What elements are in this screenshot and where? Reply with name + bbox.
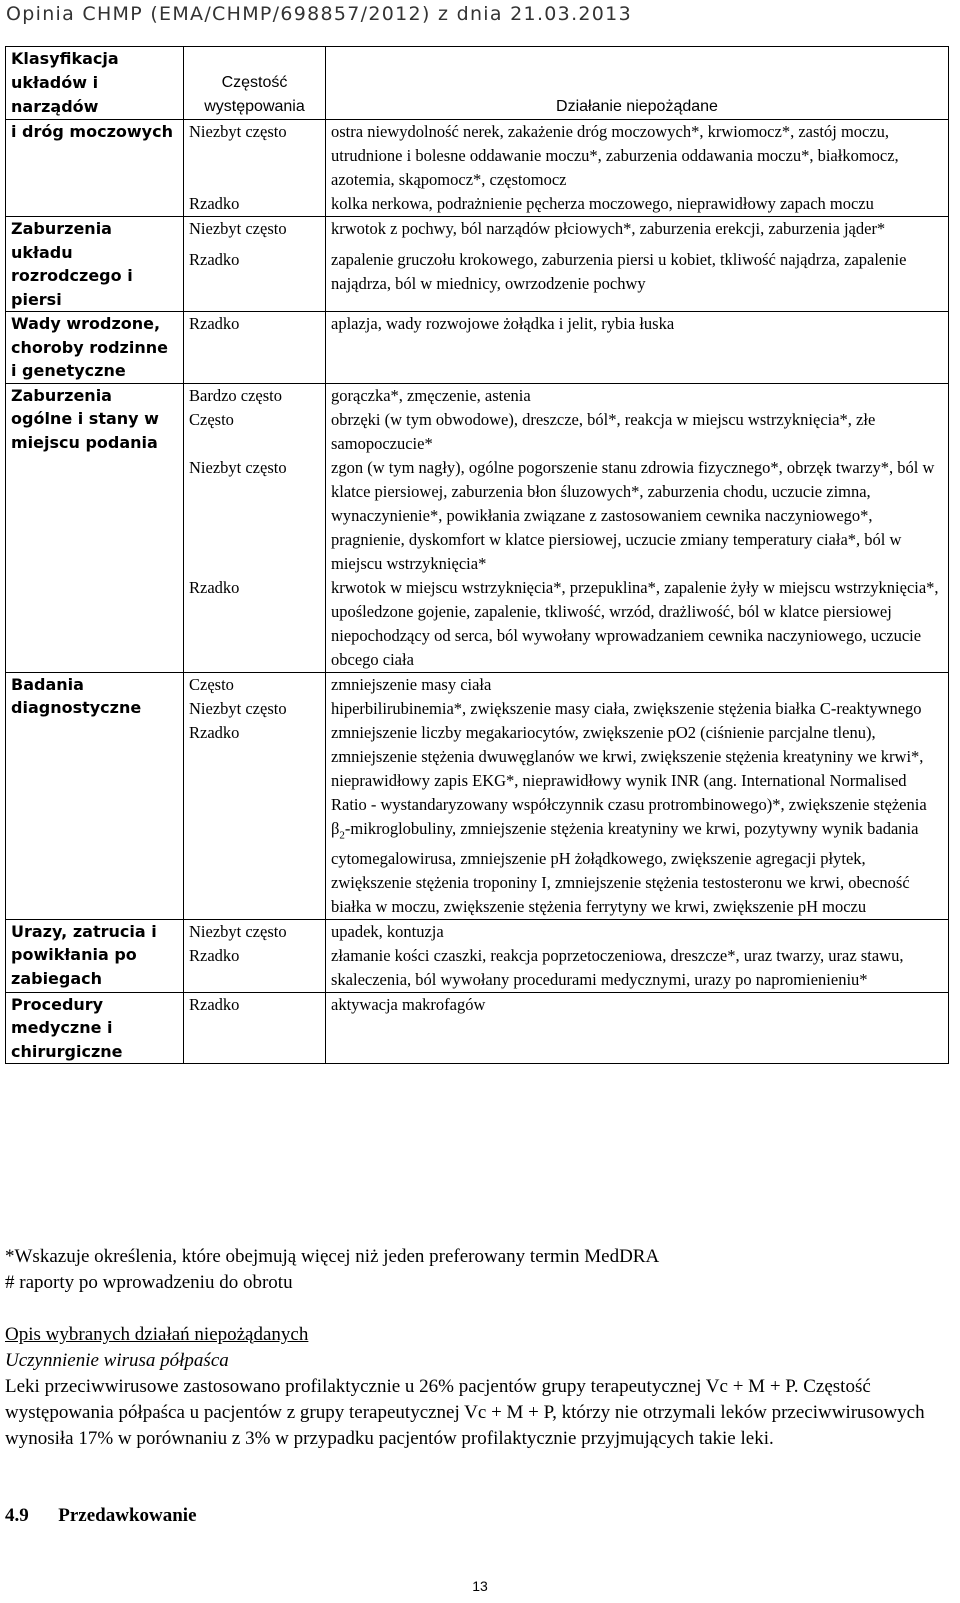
adverse-effects-table <box>5 46 949 1064</box>
section-title: Przedawkowanie <box>58 1505 197 1526</box>
frequency-cell: Bardzo często <box>184 383 326 408</box>
effect-cell: hiperbilirubinemia*, zwiększenie masy ciała, zwiększenie stężenia białka C-reaktywnego <box>326 697 949 721</box>
organ-class-cell: Zaburzenia układu rozrodczego i piersi <box>6 217 184 312</box>
section-paragraph: Leki przeciwwirusowe zastosowano profilaktycznie u 26% pacjentów grupy terapeutycznej Vc + M + P. Częstość występowania półpaśca u pacjentów z grupy terapeutycznej Vc + M + P, którzy nie otrzymali leków przeciwwirusowych wynosiła 17% w porównaniu z 3% w przypadku pacjentów profilaktycznie przyjmujących takie leki. <box>5 1376 925 1449</box>
frequency-cell: Rzadko <box>184 192 326 217</box>
effect-cell: zmniejszenie masy ciała <box>326 672 949 697</box>
footnote-star: *Wskazuje określenia, które obejmują więcej niż jeden preferowany termin MedDRA <box>5 1246 660 1267</box>
effect-cell: obrzęki (w tym obwodowe), dreszcze, ból*, reakcja w miejscu wstrzyknięcia*, złe samopoczucie* <box>326 408 949 456</box>
frequency-cell: Niezbyt często <box>184 120 326 193</box>
section-subheading: Uczynnienie wirusa półpaśca <box>5 1350 229 1371</box>
page-number: 13 <box>472 1578 488 1594</box>
section-heading: Opis wybranych działań niepożądanych <box>5 1324 309 1345</box>
table-row <box>6 919 949 944</box>
table-row <box>6 120 949 193</box>
effect-cell <box>326 721 949 920</box>
effect-cell: aktywacja makrofagów <box>326 992 949 1064</box>
organ-class-cell: Wady wrodzone, choroby rodzinne i genetyczne <box>6 312 184 384</box>
effect-cell: złamanie kości czaszki, reakcja poprzetoczeniowa, dreszcze*, uraz twarzy, uraz stawu, skaleczenia, ból wywołany procedurami medycznymi, urazy po napromienieniu* <box>326 944 949 993</box>
frequency-cell: Rzadko <box>184 248 326 311</box>
table-row <box>6 383 949 408</box>
frequency-cell: Rzadko <box>184 576 326 673</box>
effect-cell: kolka nerkowa, podrażnienie pęcherza moczowego, nieprawidłowy zapach moczu <box>326 192 949 217</box>
frequency-cell: Rzadko <box>184 944 326 993</box>
document-header: Opinia CHMP (EMA/CHMP/698857/2012) z dnia 21.03.2013 <box>6 3 632 25</box>
frequency-cell: Niezbyt często <box>184 456 326 576</box>
effect-cell: zapalenie gruczołu krokowego, zaburzenia piersi u kobiet, tkliwość najądrza, zapalenie najądrza, ból w miednicy, owrzodzenie pochwy <box>326 248 949 311</box>
organ-class-cell: Badania diagnostyczne <box>6 672 184 919</box>
organ-class-cell <box>6 192 184 217</box>
frequency-cell: Często <box>184 408 326 456</box>
organ-class-cell: Procedury medyczne i chirurgiczne <box>6 992 184 1064</box>
frequency-cell: Niezbyt często <box>184 217 326 249</box>
effect-cell: ostra niewydolność nerek, zakażenie dróg moczowych*, krwiomocz*, zastój moczu, utrudnione i bolesne oddawanie moczu*, zaburzenia oddawania moczu*, białkomocz, azotemia, skąpomocz*, częstomocz <box>326 120 949 193</box>
table-row <box>6 312 949 384</box>
frequency-cell: Rzadko <box>184 992 326 1064</box>
table-row <box>6 992 949 1064</box>
table-row <box>6 217 949 249</box>
table-row <box>6 192 949 217</box>
organ-class-cell: Zaburzenia ogólne i stany w miejscu podania <box>6 383 184 672</box>
effect-cell: gorączka*, zmęczenie, astenia <box>326 383 949 408</box>
organ-class-cell: i dróg moczowych <box>6 120 184 193</box>
effect-text-part: -mikroglobuliny, zmniejszenie stężenia kreatyniny we krwi, pozytywny wynik badania cytomegalowirusa, zmniejszenie pH żołądkowego, zwiększenie agregacji płytek, zwiększenie stężenia troponiny I, zmniejszenie stężenia testosteronu we krwi, obecność białka w moczu, zwiększenie stężenia ferrytyny we krwi, zwiększenie pH moczu <box>331 818 919 916</box>
effect-text-part: zmniejszenie liczby megakariocytów, zwiększenie pO2 (ciśnienie parcjalne tlenu), zmniejszenie stężenia dwuwęglanów we krwi, zwiększenie stężenia kreatyniny we krwi*, nieprawidłowy zapis EKG*, nieprawidłowy wynik INR (ang. International Normalised Ratio - wystandaryzowany współczynnik czasu protrombinowego)*, zwiększenie stężenia β <box>331 722 927 838</box>
subscript: 2 <box>339 828 345 841</box>
effect-cell: zgon (w tym nagły), ogólne pogorszenie stanu zdrowia fizycznego*, obrzęk twarzy*, ból w klatce piersiowej, zaburzenia błon śluzowych*, zaburzenia chodu, uczucie zimna, wynaczynienie*, powikłania związane z zastosowaniem cewnika naczyniowego*, pragnienie, dyskomfort w klatce piersiowej, uczucie zmiany temperatury ciała*, ból w miejscu wstrzyknięcia* <box>326 456 949 576</box>
footnote-hash: # raporty po wprowadzeniu do obrotu <box>5 1272 293 1293</box>
frequency-cell: Często <box>184 672 326 697</box>
frequency-cell: Niezbyt często <box>184 919 326 944</box>
effect-cell: krwotok w miejscu wstrzyknięcia*, przepuklina*, zapalenie żyły w miejscu wstrzyknięcia*, upośledzone gojenie, zapalenie, tkliwość, wrzód, drażliwość, ból w klatce piersiowej niepochodzący od serca, ból wywołany wprowadzaniem cewnika naczyniowego, uczucie obcego ciała <box>326 576 949 673</box>
effect-cell: krwotok z pochwy, ból narządów płciowych*, zaburzenia erekcji, zaburzenia jąder* <box>326 217 949 249</box>
table-header-row <box>6 47 949 120</box>
column-header-effect: Działanie niepożądane <box>326 47 949 120</box>
column-header-frequency: Częstość występowania <box>184 47 326 120</box>
section-number: 4.9 <box>5 1505 29 1526</box>
column-header-class: Klasyfikacja układów i narządów <box>6 47 184 120</box>
next-section-heading <box>5 1503 955 1529</box>
table-row <box>6 672 949 697</box>
organ-class-cell: Urazy, zatrucia i powikłania po zabiegach <box>6 919 184 992</box>
frequency-cell: Rzadko <box>184 312 326 384</box>
effect-cell: upadek, kontuzja <box>326 919 949 944</box>
effect-cell: aplazja, wady rozwojowe żołądka i jelit, rybia łuska <box>326 312 949 384</box>
frequency-cell: Niezbyt często <box>184 697 326 721</box>
frequency-cell: Rzadko <box>184 721 326 920</box>
